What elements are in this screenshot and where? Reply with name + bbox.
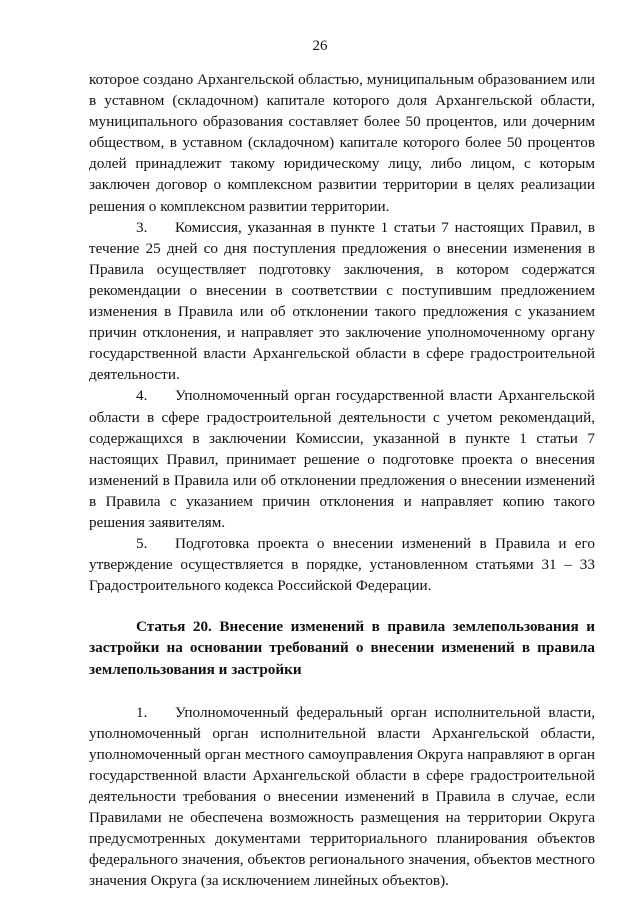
paragraph-item-5 bbox=[89, 533, 595, 596]
item-text: Уполномоченный орган государственной власти Архангельской области в сфере градостроительной деятельности с учетом рекомендаций, содержащихся в заключении Комиссии, указанной в пункте 1 статьи 7 настоящих Правил, принимает решение о подготовке проекта о внесения изменений в Правила или об отклонении предложения о внесении изменений в Правила с указанием причин отклонения и направляет копию такого решения заявителям. bbox=[89, 387, 595, 531]
item-text: Комиссия, указанная в пункте 1 статьи 7 настоящих Правил, в течение 25 дней со дня поступления предложения о внесении изменения в Правила осуществляет подготовку заключения, в котором содержатся рекомендации о внесении в соответствии с поступившим предложением изменения в Правила или об отклонении такого предложения с указанием причин отклонения, и направляет это заключение уполномоченному органу государственной власти Архангельской области в сфере градостроительной деятельности. bbox=[89, 218, 595, 384]
page-number: 26 bbox=[312, 38, 328, 54]
paragraph-article-item-1 bbox=[89, 702, 595, 892]
paragraph-item-3 bbox=[89, 217, 595, 386]
item-number: 1. bbox=[136, 703, 148, 721]
item-number: 5. bbox=[136, 535, 148, 553]
item-text: Уполномоченный федеральный орган исполнительной власти, уполномоченный орган исполнительной власти Архангельской области, уполномоченный орган местного самоуправления Округа направляют в орган государственной власти Архангельской области в сфере градостроительной деятельности требования о внесении изменений в Правила в случае, если Правилами не обеспечена возможность размещения на территории Округа предусмотренных документами территориального планирования объектов федерального значения, объектов регионального значения, объектов местного значения Округа (за исключением линейных объектов). bbox=[89, 703, 595, 890]
paragraph-continuation: которое создано Архангельской областью, муниципальным образованием или в уставном (складочном) капитале которого доля Архангельской области, муниципального образования составляет более 50 процентов, или дочерним обществом, в уставном (складочном) капитале которого более 50 процентов долей принадлежит такому юридическому лицу, либо лицом, с которым заключен договор о комплексном развитии территории в целях реализации решения о комплексном развитии территории. bbox=[89, 71, 595, 215]
item-text: Подготовка проекта о внесении изменений в Правила и его утверждение осуществляется в порядке, установленном статьями 31 – 33 Градостроительного кодекса Российской Федерации. bbox=[89, 535, 595, 595]
paragraph-item-4 bbox=[89, 385, 595, 533]
item-number: 3. bbox=[136, 218, 148, 236]
document-body bbox=[89, 69, 595, 891]
item-number: 4. bbox=[136, 387, 148, 405]
article-heading: Статья 20. Внесение изменений в правила землепользования и застройки на основании требований о внесении изменений в правила землепользования и застройки bbox=[89, 618, 595, 678]
